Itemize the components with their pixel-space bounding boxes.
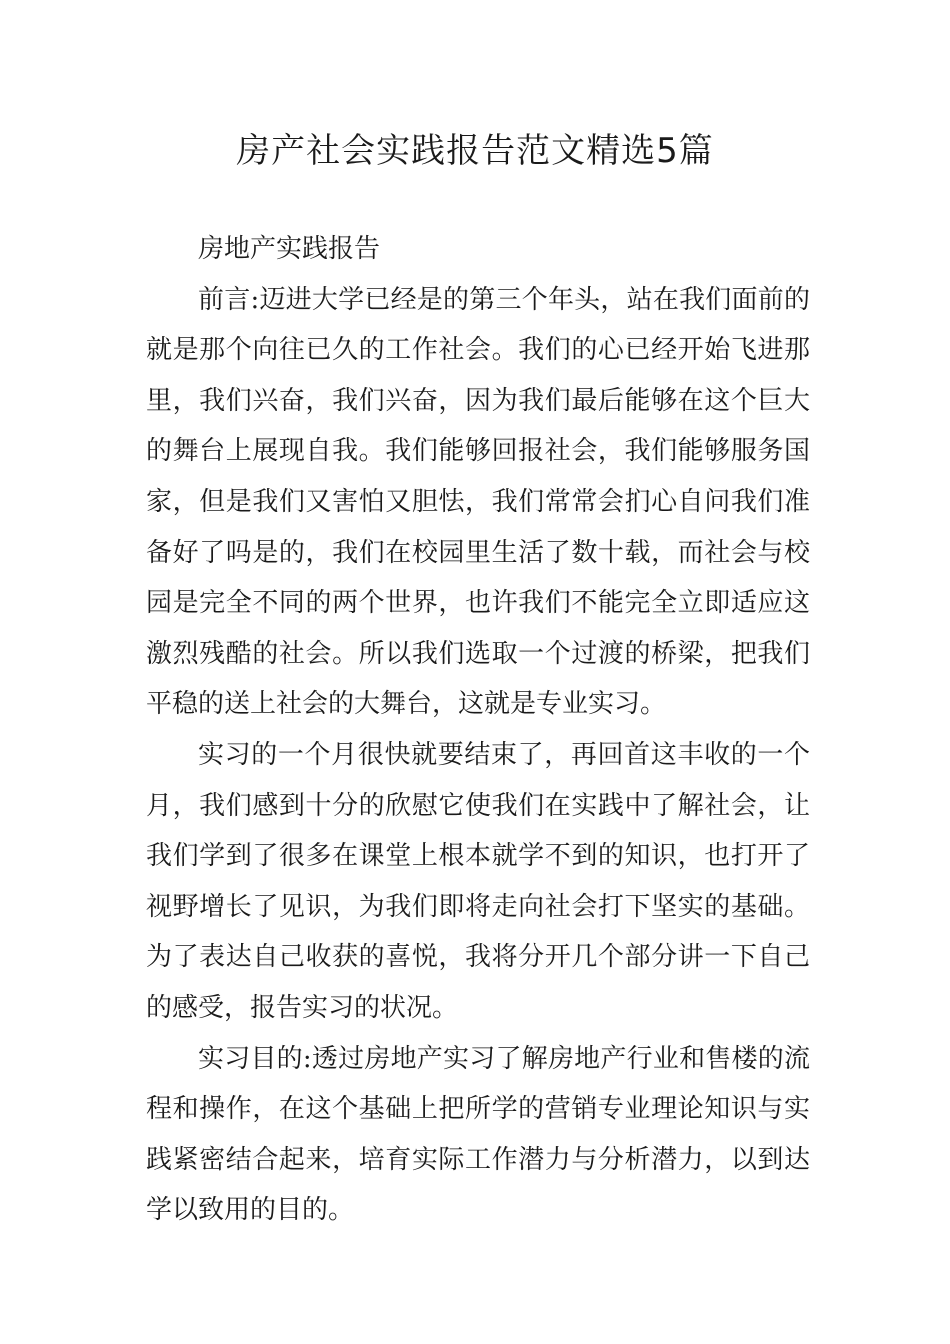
paragraph-summary: 实习的一个月很快就要结束了，再回首这丰收的一个月，我们感到十分的欣慰它使我们在实践中了解社会，让我们学到了很多在课堂上根本就学不到的知识，也打开了视野增长了见识，为我们即将走向社会打下坚实的基础。为了表达自己收获的喜悦，我将分开几个部分讲一下自己的感受，报告实习的状况。 bbox=[146, 739, 810, 1023]
paragraph-purpose: 实习目的:透过房地产实习了解房地产行业和售楼的流程和操作，在这个基础上把所学的营销专业理论知识与实践紧密结合起来，培育实际工作潜力与分析潜力，以到达学以致用的目的。 bbox=[146, 1043, 810, 1226]
paragraph-preface: 前言:迈进大学已经是的第三个年头，站在我们面前的就是那个向往已久的工作社会。我们的心已经开始飞进那里，我们兴奋，我们兴奋，因为我们最后能够在这个巨大的舞台上展现自我。我们能够回报社会，我们能够服务国家，但是我们又害怕又胆怯，我们常常会扪心自问我们准备好了吗是的，我们在校园里生活了数十载，而社会与校园是完全不同的两个世界，也许我们不能完全立即适应这激烈残酷的社会。所以我们选取一个过渡的桥梁，把我们平稳的送上社会的大舞台，这就是专业实习。 bbox=[146, 284, 810, 720]
document-body bbox=[146, 224, 810, 1236]
section-heading: 房地产实践报告 bbox=[198, 234, 381, 264]
document-title: 房产社会实践报告范文精选5篇 bbox=[236, 131, 714, 171]
